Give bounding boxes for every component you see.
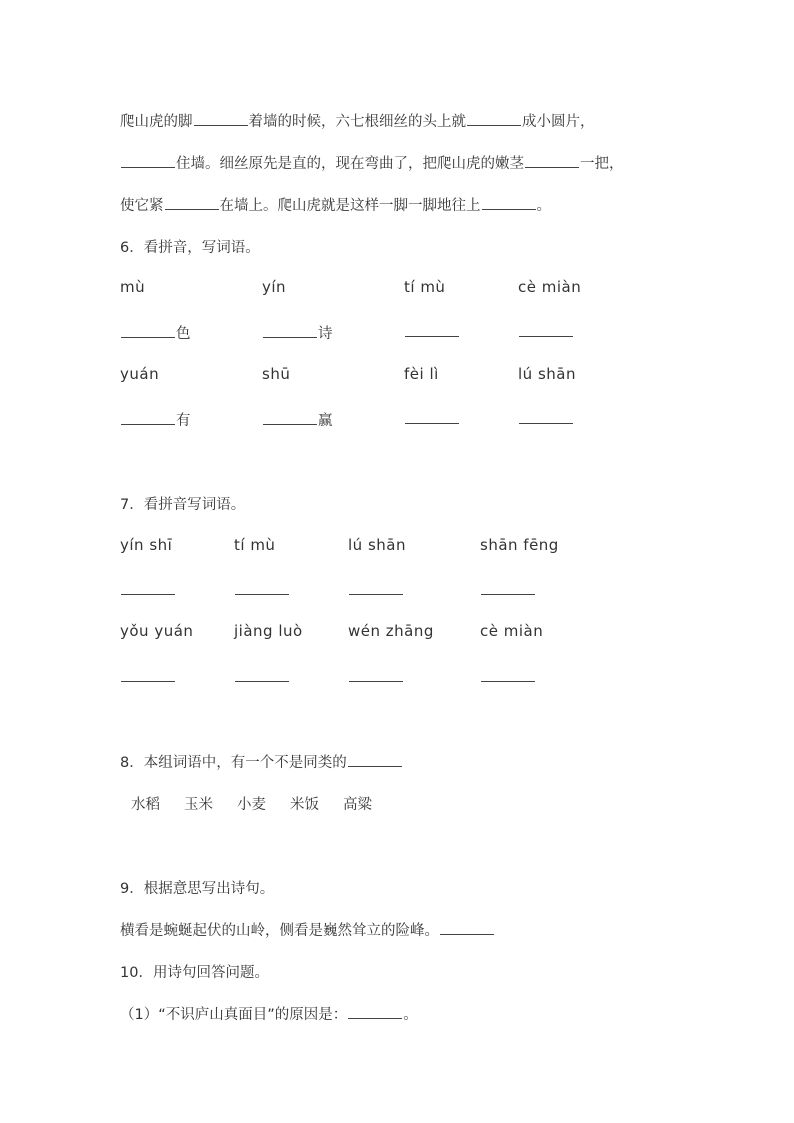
q7-pinyin: yǒu yuán bbox=[120, 622, 194, 640]
answer-blank[interactable] bbox=[235, 580, 289, 595]
q6-suffix: 色 bbox=[176, 326, 191, 342]
answer-blank[interactable] bbox=[405, 322, 459, 337]
q6-suffix: 诗 bbox=[318, 326, 333, 342]
q10-title: 10．用诗句回答问题。 bbox=[120, 965, 269, 981]
q7-answer bbox=[120, 580, 176, 599]
answer-blank[interactable] bbox=[263, 323, 317, 338]
answer-blank[interactable] bbox=[440, 920, 494, 935]
q7-title: 7．看拼音写词语。 bbox=[120, 497, 246, 513]
q5-text: 。 bbox=[536, 198, 551, 214]
q7-answer bbox=[234, 667, 290, 686]
answer-blank[interactable] bbox=[348, 752, 402, 767]
q5-text: 使它紧 bbox=[120, 198, 164, 214]
q6-answer bbox=[518, 409, 574, 428]
q6-answer bbox=[120, 409, 191, 430]
answer-blank[interactable] bbox=[121, 323, 175, 338]
q7-answer bbox=[480, 667, 536, 686]
q10-item-1 bbox=[120, 1003, 418, 1024]
answer-blank[interactable] bbox=[519, 409, 573, 424]
q8-word: 水稻 bbox=[131, 797, 160, 813]
q8-word: 高粱 bbox=[343, 797, 372, 813]
q8-word: 玉米 bbox=[184, 797, 213, 813]
q5-text: 爬山虎的脚 bbox=[120, 114, 193, 130]
q9-text: 横看是蜿蜒起伏的山岭，侧看是巍然耸立的险峰。 bbox=[120, 923, 439, 939]
q6-answer bbox=[404, 322, 460, 341]
answer-blank[interactable] bbox=[482, 195, 536, 210]
q6-answer bbox=[404, 409, 460, 428]
answer-blank[interactable] bbox=[349, 667, 403, 682]
q7-pinyin: wén zhāng bbox=[348, 622, 434, 640]
q8-word-list bbox=[131, 793, 396, 814]
q7-pinyin: yín shī bbox=[120, 536, 173, 554]
answer-blank[interactable] bbox=[349, 580, 403, 595]
q7-pinyin: shān fēng bbox=[480, 536, 559, 554]
q8-word: 小麦 bbox=[237, 797, 266, 813]
answer-blank[interactable] bbox=[121, 580, 175, 595]
q7-pinyin: cè miàn bbox=[480, 622, 544, 640]
q6-pinyin: lú shān bbox=[518, 365, 576, 383]
q6-pinyin: tí mù bbox=[404, 278, 446, 296]
answer-blank[interactable] bbox=[481, 667, 535, 682]
q6-pinyin: yuán bbox=[120, 365, 160, 383]
q9-line bbox=[120, 919, 495, 940]
q5-text: 成小圆片， bbox=[522, 114, 595, 130]
q6-pinyin: mù bbox=[120, 278, 146, 296]
q7-pinyin: tí mù bbox=[234, 536, 276, 554]
q5-line-2 bbox=[120, 152, 624, 173]
answer-blank[interactable] bbox=[235, 667, 289, 682]
answer-blank[interactable] bbox=[165, 195, 219, 210]
q7-pinyin: lú shān bbox=[348, 536, 406, 554]
q5-line-3 bbox=[120, 194, 551, 215]
q8-title-line bbox=[120, 751, 403, 772]
q5-text: 住墙。细丝原先是直的，现在弯曲了，把爬山虎的嫩茎 bbox=[176, 156, 524, 172]
q7-pinyin: jiàng luò bbox=[234, 622, 303, 640]
answer-blank[interactable] bbox=[519, 322, 573, 337]
answer-blank[interactable] bbox=[405, 409, 459, 424]
q6-suffix: 赢 bbox=[318, 413, 333, 429]
q5-line-1 bbox=[120, 110, 595, 131]
q6-answer bbox=[518, 322, 574, 341]
answer-blank[interactable] bbox=[263, 410, 317, 425]
answer-blank[interactable] bbox=[467, 111, 521, 126]
answer-blank[interactable] bbox=[121, 153, 175, 168]
q6-pinyin: yín bbox=[262, 278, 287, 296]
q5-text: 一把， bbox=[580, 156, 624, 172]
answer-blank[interactable] bbox=[121, 410, 175, 425]
q6-answer bbox=[120, 322, 191, 343]
q6-title: 6．看拼音，写词语。 bbox=[120, 240, 260, 256]
q10-item-text: （1）“不识庐山真面目”的原因是： bbox=[120, 1007, 348, 1023]
q7-answer bbox=[348, 580, 404, 599]
answer-blank[interactable] bbox=[194, 111, 248, 126]
q6-suffix: 有 bbox=[176, 413, 191, 429]
q6-pinyin: shū bbox=[262, 365, 291, 383]
q7-answer bbox=[234, 580, 290, 599]
q6-pinyin: cè miàn bbox=[518, 278, 582, 296]
q5-text: 在墙上。爬山虎就是这样一脚一脚地往上 bbox=[219, 198, 481, 214]
answer-blank[interactable] bbox=[348, 1004, 402, 1019]
q6-answer bbox=[262, 322, 333, 343]
answer-blank[interactable] bbox=[481, 580, 535, 595]
q5-text: 着墙的时候，六七根细丝的头上就 bbox=[248, 114, 466, 130]
q10-item-suffix: 。 bbox=[403, 1007, 418, 1023]
q7-answer bbox=[348, 667, 404, 686]
q6-pinyin: fèi lì bbox=[404, 365, 439, 383]
q7-answer bbox=[480, 580, 536, 599]
q9-title: 9．根据意思写出诗句。 bbox=[120, 881, 275, 897]
q8-title: 8．本组词语中，有一个不是同类的 bbox=[120, 755, 347, 771]
answer-blank[interactable] bbox=[121, 667, 175, 682]
q6-answer bbox=[262, 409, 333, 430]
q8-word: 米饭 bbox=[290, 797, 319, 813]
q7-answer bbox=[120, 667, 176, 686]
answer-blank[interactable] bbox=[525, 153, 579, 168]
